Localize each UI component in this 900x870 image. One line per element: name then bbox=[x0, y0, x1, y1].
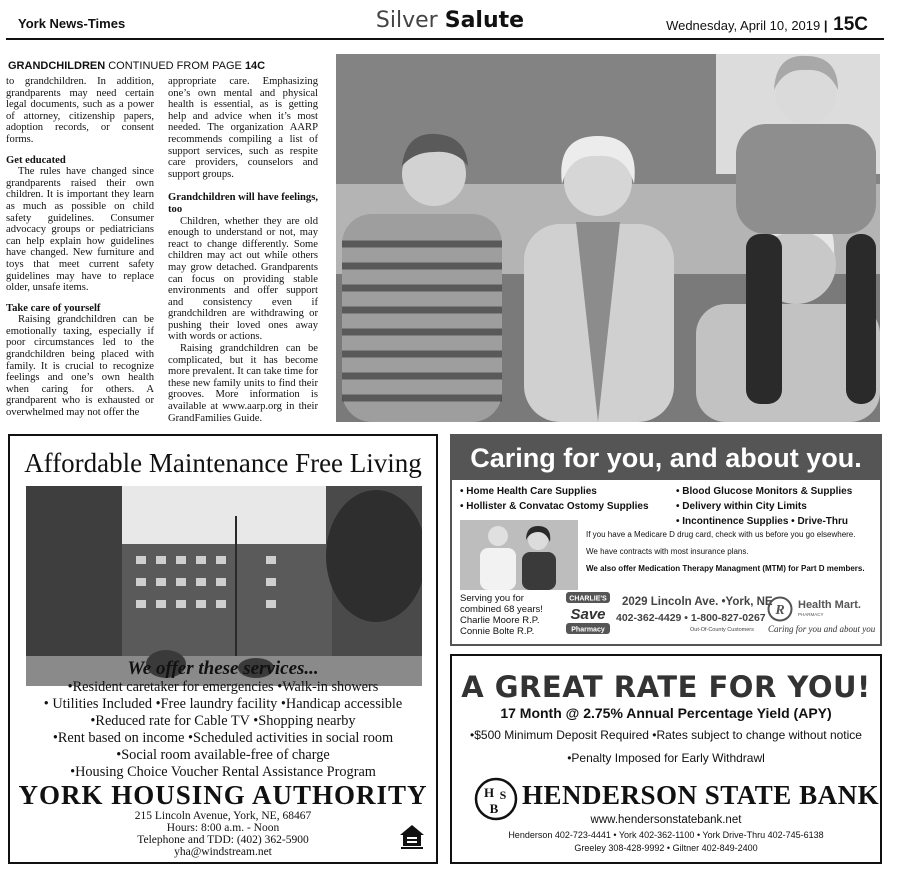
health-mart-sub: PHARMACY bbox=[798, 612, 824, 617]
service-line: •Social room available-free of charge bbox=[116, 747, 330, 763]
out-of-county-label: Out-Of-County Customers bbox=[690, 627, 754, 633]
serving-line: Charlie Moore R.P. bbox=[460, 615, 540, 626]
serving-line: Serving you for bbox=[460, 593, 524, 604]
rate-offer: 17 Month @ 2.75% Annual Percentage Yield (APY) bbox=[500, 705, 832, 721]
ad-headline: A GREAT RATE FOR YOU! bbox=[461, 670, 871, 704]
insurance-note: We have contracts with most insurance plans. bbox=[586, 547, 749, 556]
page-header bbox=[6, 8, 894, 36]
ad-headline: Affordable Maintenance Free Living bbox=[24, 448, 422, 478]
pharmacists-photo bbox=[460, 520, 578, 590]
bank-name: HENDERSON STATE BANK bbox=[522, 780, 880, 810]
svg-text:S: S bbox=[499, 788, 507, 802]
subhead: Get educated bbox=[6, 154, 66, 166]
medicare-note: If you have a Medicare D drug card, check with us before you go elsewhere. bbox=[586, 530, 856, 539]
service-line: •Rent based on income •Scheduled activities in social room bbox=[52, 730, 394, 746]
svg-text:R: R bbox=[775, 603, 785, 618]
phone: Telephone and TDD: (402) 362-5900 bbox=[137, 834, 309, 846]
equal-housing-icon bbox=[398, 822, 426, 850]
penalty-line: •Penalty Imposed for Early Withdrawl bbox=[567, 751, 765, 765]
svg-text:H: H bbox=[483, 785, 495, 800]
logo-top-text: CHARLIE'S bbox=[569, 595, 607, 603]
subhead: Grandchildren will have feelings, too bbox=[168, 192, 318, 215]
mtm-note: We also offer Medication Therapy Managment (MTM) for Part D members. bbox=[586, 564, 865, 573]
bullet: • Hollister & Convatac Ostomy Supplies bbox=[460, 501, 649, 512]
subhead: Take care of yourself bbox=[6, 302, 101, 314]
issue-date: Wednesday, April 10, 2019 bbox=[666, 18, 821, 33]
housing-authority-ad bbox=[8, 434, 438, 864]
bullet: • Blood Glucose Monitors & Supplies bbox=[676, 486, 853, 497]
paragraph: Children, whether they are old enough to understand or not, may react to change differently. Some children may act out while others may grow detached. Grandparents can focus on providing stable environments and offer support and consistency even if grandchildren are withdrawing or pushing their loved ones away with words or actions. bbox=[168, 215, 318, 343]
hours: Hours: 8:00 a.m. - Noon bbox=[166, 822, 280, 834]
bullet-list-right bbox=[676, 484, 852, 529]
services-list bbox=[10, 679, 436, 781]
continued-text: CONTINUED FROM PAGE bbox=[108, 60, 242, 72]
paragraph: appropriate care. Emphasizing one’s own mental and physical health is essential, as is getting help and advice when it’s most needed. The organization AARP recommends compiling a list of support services, such as respite care providers, counselors and support groups. bbox=[168, 76, 318, 180]
serving-block bbox=[460, 593, 543, 637]
bullet: • Delivery within City Limits bbox=[676, 501, 807, 512]
paragraph: The rules have changed since grandparents raised their own children. It is important they learn as much as possible on child safety guidelines. Consumer advocacy groups or pediatricians can help explain how guidelines have changed. New furniture and toys that meet current safety guidelines may have to replace older, unsafe items. bbox=[6, 166, 154, 294]
service-line: •Resident caretaker for emergencies •Walk-in showers bbox=[67, 679, 379, 695]
charlies-pharmacy-logo bbox=[564, 590, 612, 636]
article-column-1 bbox=[6, 76, 154, 419]
bank-ad bbox=[450, 654, 882, 864]
logo-mid-text: Save bbox=[570, 606, 606, 623]
service-line: •Housing Choice Voucher Rental Assistance Program bbox=[70, 764, 376, 780]
bank-phones-2: Greeley 308-428-9992 • Giltner 402-849-2400 bbox=[574, 843, 758, 853]
building-photo bbox=[26, 486, 422, 686]
bullet-list-left bbox=[460, 484, 649, 514]
services-heading: We offer these services... bbox=[127, 658, 319, 679]
pharmacy-phones: 402-362-4429 • 1-800-827-0267 bbox=[616, 612, 766, 624]
serving-line: combined 68 years! bbox=[460, 604, 543, 615]
ad-headline: Caring for you, and about you. bbox=[452, 436, 880, 480]
health-mart-name: Health Mart. bbox=[798, 599, 861, 611]
contact-block bbox=[10, 810, 436, 858]
bullet: • Home Health Care Supplies bbox=[460, 486, 597, 497]
email: yha@windstream.net bbox=[174, 846, 272, 858]
continued-line bbox=[8, 60, 265, 72]
terms-line: •$500 Minimum Deposit Required •Rates subject to change without notice bbox=[470, 728, 862, 742]
organization-name: YORK HOUSING AUTHORITY bbox=[18, 780, 428, 810]
logo-bottom-text: Pharmacy bbox=[571, 626, 605, 634]
service-line: •Reduced rate for Cable TV •Shopping nearby bbox=[90, 713, 356, 729]
section-title-bold: Salute bbox=[444, 8, 525, 33]
section-title-light: Silver bbox=[375, 8, 438, 33]
service-line: • Utilities Included •Free laundry facility •Handicap accessible bbox=[43, 696, 403, 712]
family-photo bbox=[336, 54, 880, 422]
address: 215 Lincoln Avenue, York, NE, 68467 bbox=[134, 810, 312, 822]
bullet: • Incontinence Supplies • Drive-Thru bbox=[676, 516, 849, 527]
article-column-2 bbox=[168, 76, 318, 424]
page-number: 15C bbox=[833, 14, 868, 35]
newspaper-name: York News-Times bbox=[18, 16, 126, 31]
pharmacy-address: 2029 Lincoln Ave. •York, NE bbox=[622, 596, 773, 608]
health-mart-icon bbox=[766, 596, 794, 622]
header-rule bbox=[6, 38, 884, 40]
date-page: Wednesday, April 10, 2019 | 15C bbox=[666, 14, 868, 35]
continued-label: GRANDCHILDREN bbox=[8, 60, 106, 72]
serving-line: Connie Bolte R.P. bbox=[460, 626, 535, 637]
paragraph: Raising grandchildren can be complicated, but it has become more prevalent. It can take time for these new family units to find their grooves. More information is available at www.aarp.org in their GrandFamilies Guide. bbox=[168, 343, 318, 424]
continued-page: 14C bbox=[244, 60, 266, 72]
paragraph: to grandchildren. In addition, grandparents may need certain legal documents, such as a power of attorney, citizenship papers, adoption records, or consent forms. bbox=[6, 76, 154, 145]
svg-text:B: B bbox=[489, 801, 499, 816]
pharmacy-tagline: Caring for you and about you bbox=[768, 624, 876, 634]
pharmacy-ad bbox=[450, 434, 882, 646]
paragraph: Raising grandchildren can be emotionally taxing, especially if poor circumstances led to the grandchildren being placed with family. It is crucial to recognize feelings and one’s own health when caring for others. A grandparent who is exhausted or overwhelmed may not offer the bbox=[6, 314, 154, 419]
bank-phones-1: Henderson 402-723-4441 • York 402-362-1100 • York Drive-Thru 402-745-6138 bbox=[508, 830, 824, 840]
bank-url: www.hendersonstatebank.net bbox=[590, 814, 742, 826]
